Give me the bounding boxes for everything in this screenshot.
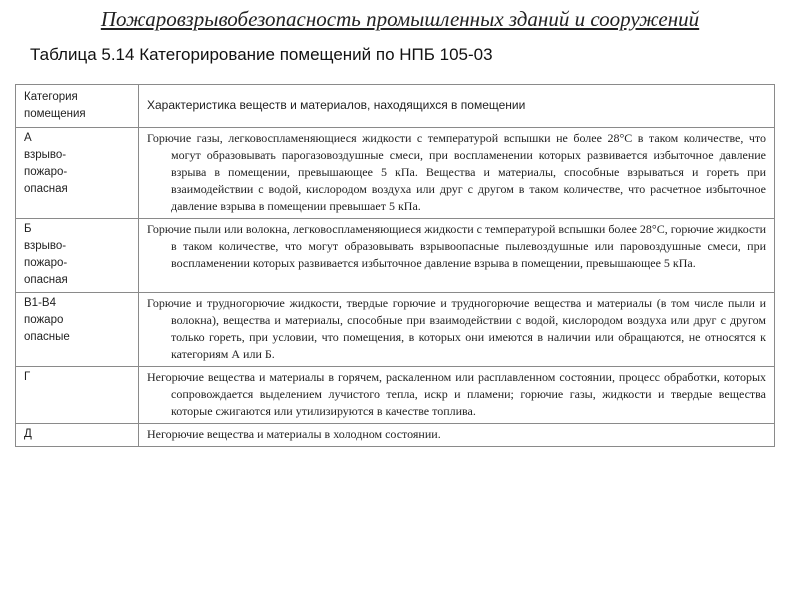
- header-category-cell: [16, 85, 139, 128]
- description-cell: [139, 219, 775, 293]
- category-label: опасная: [24, 183, 68, 195]
- category-description: Горючие и трудногорючие жидкости, твердые горючие и трудногорючие вещества и материалы (в том числе пыли и волокна), вещества и материалы, способные при взаимодействии с водой, кислородом воздуха или друг с другом только гореть, при условии, что помещения, в которых они имеются в наличии или обращаются, не относятся к категориям А или Б.: [147, 296, 766, 361]
- category-cell: [16, 424, 139, 447]
- category-description: Горючие газы, легковоспламеняющиеся жидкости с температурой вспышки не более 28°С в таком количестве, что могут образовывать парогазовоздушные смеси, при воспламенении которых развивается избыточное давление взрыва в помещении, превышающее 5 кПа. Вещества и материалы, способные взрываться и гореть при взаимодействии с водой, кислородом воздуха или друг с другом в таком количестве, что расчетное избыточное давление взрыва в помещении превышает 5 кПа.: [147, 131, 766, 213]
- category-cell: [16, 128, 139, 219]
- description-cell: [139, 424, 775, 447]
- table-row: [16, 367, 775, 424]
- category-code: В1-В4: [24, 297, 56, 309]
- category-table: [15, 84, 775, 447]
- description-cell: [139, 367, 775, 424]
- category-label: пожаро: [24, 314, 64, 326]
- category-cell: [16, 367, 139, 424]
- page-title: Пожаровзрывобезопасность промышленных зданий и сооружений: [100, 7, 700, 31]
- category-label: взрыво-: [24, 149, 67, 161]
- description-cell: [139, 293, 775, 367]
- table-row: [16, 219, 775, 293]
- description-cell: [139, 128, 775, 219]
- category-cell: [16, 219, 139, 293]
- category-label: опасные: [24, 331, 70, 343]
- category-description: Негорючие вещества и материалы в горячем, раскаленном или расплавленном состоянии, процесс обработки, которых сопровождается выделением лучистого тепла, искр и пламени; горючие газы, жидкости и твердые вещества которые сжигаются или утилизируются в качестве топлива.: [147, 370, 766, 418]
- table-caption: Таблица 5.14 Категорирование помещений по НПБ 105-03: [30, 45, 493, 64]
- table-row: [16, 424, 775, 447]
- category-cell: [16, 293, 139, 367]
- category-code: Д: [24, 428, 32, 440]
- category-code: А: [24, 132, 32, 144]
- category-code: Г: [24, 371, 31, 383]
- table-row: [16, 128, 775, 219]
- table-header-row: [16, 85, 775, 128]
- header-category-line: Категория: [24, 90, 78, 103]
- table-row: [16, 293, 775, 367]
- category-description: Горючие пыли или волокна, легковоспламеняющиеся жидкости с температурой вспышки более 28°С, горючие жидкости в таком количестве, что могут образовывать взрывоопасные пылевоздушные или паровоздушные смеси, при воспламенении которых развивается избыточное давление взрыва в помещении, превышающее 5 кПа.: [147, 222, 766, 270]
- category-label: взрыво-: [24, 240, 67, 252]
- category-label: пожаро-: [24, 166, 68, 178]
- category-label: опасная: [24, 274, 68, 286]
- header-category-line: помещения: [24, 107, 86, 120]
- category-code: Б: [24, 223, 32, 235]
- category-label: пожаро-: [24, 257, 68, 269]
- header-characteristic-cell: Характеристика веществ и материалов, находящихся в помещении: [139, 85, 775, 128]
- category-description: Негорючие вещества и материалы в холодном состоянии.: [147, 427, 441, 441]
